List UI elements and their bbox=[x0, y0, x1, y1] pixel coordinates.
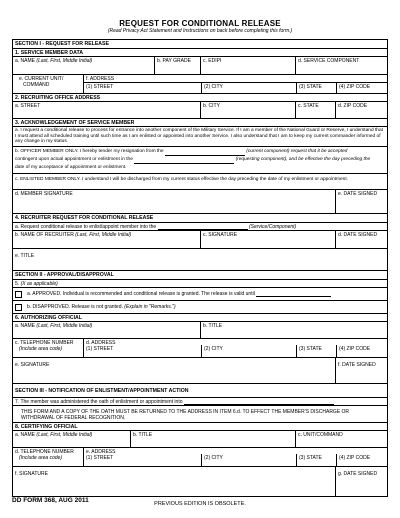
label: e. SIGNATURE bbox=[15, 362, 50, 368]
label: (2) CITY bbox=[204, 455, 223, 461]
text: (requesting component), and be effective the day preceding the bbox=[235, 157, 371, 162]
member-address-group bbox=[83, 75, 387, 93]
label: b. TITLE bbox=[203, 323, 223, 329]
ack-a-row bbox=[13, 127, 387, 147]
label: (4) ZIP CODE bbox=[339, 346, 371, 352]
item-5-title bbox=[13, 280, 387, 287]
member-date-field[interactable] bbox=[335, 190, 387, 213]
label: (4) ZIP CODE bbox=[339, 84, 371, 90]
item-1-title: 1. SERVICE MEMBER DATA bbox=[13, 49, 387, 56]
label: (3) STATE bbox=[299, 455, 322, 461]
recruiter-title-field[interactable] bbox=[13, 249, 387, 270]
cert-unit-field[interactable] bbox=[295, 431, 387, 447]
edipi-field[interactable] bbox=[200, 57, 295, 74]
ro-street-field[interactable] bbox=[13, 102, 200, 118]
item-6-header bbox=[13, 314, 387, 322]
member-street-field[interactable] bbox=[84, 83, 201, 93]
cert-city-field[interactable] bbox=[201, 454, 296, 466]
cert-date-field[interactable] bbox=[335, 467, 387, 496]
auth-phone-field[interactable] bbox=[13, 339, 83, 357]
label: e. TITLE bbox=[15, 253, 35, 259]
label: (2) CITY bbox=[204, 346, 223, 352]
label: c. EDIPI bbox=[203, 58, 222, 64]
cert-title-field[interactable] bbox=[130, 431, 295, 447]
recruiter-request-text bbox=[13, 223, 387, 230]
label: b. PAY GRADE bbox=[157, 58, 191, 64]
cert-phone-field[interactable] bbox=[13, 448, 83, 466]
label: (1) STREET bbox=[86, 455, 114, 461]
section-2-header bbox=[13, 271, 387, 280]
recruiter-request-row bbox=[13, 223, 387, 231]
recruiter-title-row bbox=[13, 249, 387, 271]
hint: (X as applicable) bbox=[20, 281, 58, 287]
form-subtitle: (Read Privacy Act Statement and Instructions on back before completing this form.) bbox=[107, 28, 293, 34]
auth-contact-row bbox=[13, 339, 387, 358]
label: f. DATE SIGNED bbox=[338, 362, 376, 368]
auth-address-group bbox=[83, 339, 387, 357]
item-3-title: 3. ACKNOWLEDGEMENT OF SERVICE MEMBER bbox=[13, 119, 387, 126]
label: c. TELEPHONE NUMBER bbox=[15, 340, 74, 346]
recruiter-name-row bbox=[13, 231, 387, 249]
ack-b-row bbox=[13, 147, 387, 174]
text: contingent upon actual appointment or enlistment in the bbox=[15, 157, 133, 162]
label: a. NAME bbox=[15, 323, 36, 329]
item-5-header bbox=[13, 280, 387, 288]
label: e. DATE SIGNED bbox=[338, 191, 378, 197]
text: date of my acceptance of appointment or enlistment. bbox=[15, 165, 127, 170]
label: e. ADDRESS bbox=[86, 449, 116, 455]
label: f. ADDRESS bbox=[84, 75, 387, 83]
text: b. DISAPPROVED. Release is not granted. bbox=[27, 304, 123, 310]
label: d. TELEPHONE NUMBER bbox=[15, 449, 74, 455]
auth-state-field[interactable] bbox=[296, 345, 336, 357]
item-7-row bbox=[13, 398, 387, 406]
auth-zip-field[interactable] bbox=[336, 345, 387, 357]
cert-name-field[interactable] bbox=[13, 431, 130, 447]
text: 7. The member was administered the oath of enlistment or appointment into bbox=[15, 399, 183, 405]
cert-address-group bbox=[83, 448, 387, 466]
disapproved-checkbox[interactable] bbox=[15, 304, 22, 311]
member-signature-field[interactable] bbox=[13, 190, 335, 213]
text: (current component) request that it be accepted bbox=[246, 149, 348, 154]
label: d. MEMBER SIGNATURE bbox=[15, 191, 73, 197]
cert-contact-row bbox=[13, 448, 387, 467]
label: d. DATE SIGNED bbox=[338, 232, 378, 238]
approved-row bbox=[13, 288, 387, 301]
label: (3) STATE bbox=[299, 346, 322, 352]
item-3-header bbox=[13, 119, 387, 127]
oath-component-input[interactable] bbox=[184, 404, 334, 405]
label: (3) STATE bbox=[299, 84, 322, 90]
ro-state-field[interactable] bbox=[295, 102, 335, 118]
cert-state-field[interactable] bbox=[296, 454, 336, 466]
item-2-header bbox=[13, 94, 387, 102]
label: c. UNIT/COMMAND bbox=[298, 432, 343, 438]
pay-grade-field[interactable] bbox=[154, 57, 200, 74]
label: g. DATE SIGNED bbox=[338, 471, 378, 477]
label: (1) STREET bbox=[86, 346, 114, 352]
requesting-component-input[interactable] bbox=[134, 163, 234, 164]
member-city-field[interactable] bbox=[201, 83, 296, 93]
label: b. TITLE bbox=[133, 432, 153, 438]
member-name-field[interactable] bbox=[13, 57, 154, 74]
item-7-text bbox=[13, 398, 387, 405]
auth-name-row bbox=[13, 322, 387, 339]
label: c. SIGNATURE bbox=[203, 232, 238, 238]
label: a. STREET bbox=[15, 103, 41, 109]
label: b. CITY bbox=[203, 103, 220, 109]
hint: (Explain in "Remarks.") bbox=[124, 304, 176, 310]
section-3-header bbox=[13, 384, 387, 398]
form-title: REQUEST FOR CONDITIONAL RELEASE bbox=[119, 19, 281, 28]
label: d. SERVICE COMPONENT bbox=[298, 58, 360, 64]
auth-date-field[interactable] bbox=[335, 358, 387, 383]
return-notice-text: THIS FORM AND A COPY OF THE OATH MUST BE RETURNED TO THE ADDRESS IN ITEM 6.d. TO EFFECT THE MEMBER'S DISCHARGE OR WITHDRAWAL OF FEDERAL RECOGNITION. bbox=[21, 409, 350, 421]
member-zip-field[interactable] bbox=[336, 83, 387, 93]
section-1-title: SECTION I - REQUEST FOR RELEASE bbox=[13, 40, 387, 48]
form-body bbox=[12, 39, 388, 497]
current-unit-field[interactable] bbox=[13, 75, 83, 93]
text: b. OFFICER MEMBER ONLY. I hereby tender my resignation from the bbox=[15, 149, 164, 154]
recruiter-signature-field[interactable] bbox=[200, 231, 335, 248]
recruiter-name-field[interactable] bbox=[13, 231, 200, 248]
approved-checkbox[interactable] bbox=[15, 291, 22, 298]
hint: (Include area code) bbox=[19, 455, 63, 461]
ack-a-text: a. I request a conditional release to process for entrance into another component of the Military Service. If I am a member of the National Guard or Reserve, I understand that I must attend all scheduled training until such time as I am enlisted or appointed into another Service. I also understand that I am to keep my current commander informed of any change in my status. bbox=[15, 128, 383, 145]
service-component-input[interactable] bbox=[158, 229, 248, 230]
member-state-field[interactable] bbox=[296, 83, 336, 93]
cert-zip-field[interactable] bbox=[336, 454, 387, 466]
item-8-header bbox=[13, 423, 387, 431]
label: (1) STREET bbox=[86, 84, 114, 90]
item-2-title: 2. RECRUITING OFFICE ADDRESS bbox=[13, 94, 387, 101]
ro-zip-field[interactable] bbox=[335, 102, 387, 118]
auth-name-field[interactable] bbox=[13, 322, 200, 338]
valid-until-input[interactable] bbox=[256, 296, 331, 297]
hint: (Last, First, Middle Initial) bbox=[75, 232, 132, 238]
auth-street-field[interactable] bbox=[84, 345, 201, 357]
text: (Service/Component) bbox=[248, 224, 297, 230]
edition-notice: PREVIOUS EDITION IS OBSOLETE. bbox=[154, 501, 246, 507]
disapproved-row bbox=[13, 301, 387, 314]
unit-address-row bbox=[13, 75, 387, 94]
ack-c-text: c. ENLISTED MEMBER ONLY. I understand I will be discharged from my current status effective the day preceding the date of my enlistment or appointment. bbox=[15, 177, 349, 182]
form-number: DD FORM 368, AUG 2011 bbox=[12, 497, 89, 504]
label: (4) ZIP CODE bbox=[339, 455, 371, 461]
recruiting-office-row bbox=[13, 102, 387, 119]
approved-text bbox=[27, 291, 331, 297]
hint: (Last, First, Middle Initial) bbox=[36, 323, 93, 329]
auth-title-field[interactable] bbox=[200, 322, 387, 338]
label: f. SIGNATURE bbox=[15, 471, 48, 477]
label: a. NAME bbox=[15, 432, 36, 438]
section-3-title: SECTION III - NOTIFICATION OF ENLISTMENT/APPOINTMENT ACTION bbox=[13, 384, 387, 397]
label: 5. bbox=[15, 281, 20, 287]
text: a. Request conditional release to enlist/appoint member into the bbox=[15, 224, 157, 230]
item-6-title: 6. AUTHORIZING OFFICIAL bbox=[13, 314, 387, 321]
ro-city-field[interactable] bbox=[200, 102, 295, 118]
return-notice-row bbox=[13, 406, 387, 423]
cert-signature-row bbox=[13, 467, 387, 496]
hint: (Include area code) bbox=[19, 346, 63, 352]
hint: (Last, First, Middle Initial) bbox=[36, 58, 93, 64]
label: c. STATE bbox=[298, 103, 319, 109]
disapproved-text bbox=[27, 304, 176, 310]
label: d. ZIP CODE bbox=[338, 103, 368, 109]
label: a. NAME bbox=[15, 58, 36, 64]
label: (2) CITY bbox=[204, 84, 223, 90]
member-signature-row bbox=[13, 190, 387, 214]
auth-city-field[interactable] bbox=[201, 345, 296, 357]
item-1-header bbox=[13, 49, 387, 57]
ack-c-row bbox=[13, 174, 387, 190]
item-4-header bbox=[13, 214, 387, 223]
label: e. CURRENT UNIT/ bbox=[19, 76, 64, 82]
ack-b-text bbox=[13, 147, 387, 173]
cert-signature-field[interactable] bbox=[13, 467, 335, 496]
service-member-row bbox=[13, 57, 387, 75]
item-8-title: 8. CERTIFYING OFFICIAL bbox=[13, 423, 387, 430]
cert-name-row bbox=[13, 431, 387, 448]
label: COMMAND bbox=[23, 82, 50, 88]
label: b. NAME OF RECRUITER bbox=[15, 232, 74, 238]
auth-signature-field[interactable] bbox=[13, 358, 335, 383]
hint: (Last, First, Middle Initial) bbox=[36, 432, 93, 438]
recruiter-date-field[interactable] bbox=[335, 231, 387, 248]
section-2-title: SECTION II - APPROVAL/DISAPPROVAL bbox=[13, 271, 387, 279]
item-4-title: 4. RECRUITER REQUEST FOR CONDITIONAL RELEASE bbox=[13, 214, 387, 222]
service-component-field[interactable] bbox=[295, 57, 387, 74]
label: d. ADDRESS bbox=[86, 340, 116, 346]
section-1-header bbox=[13, 40, 387, 49]
cert-street-field[interactable] bbox=[84, 454, 201, 466]
text: a. APPROVED. Individual is recommended and conditional release is granted. The release is valid until bbox=[27, 291, 255, 297]
auth-signature-row bbox=[13, 358, 387, 384]
